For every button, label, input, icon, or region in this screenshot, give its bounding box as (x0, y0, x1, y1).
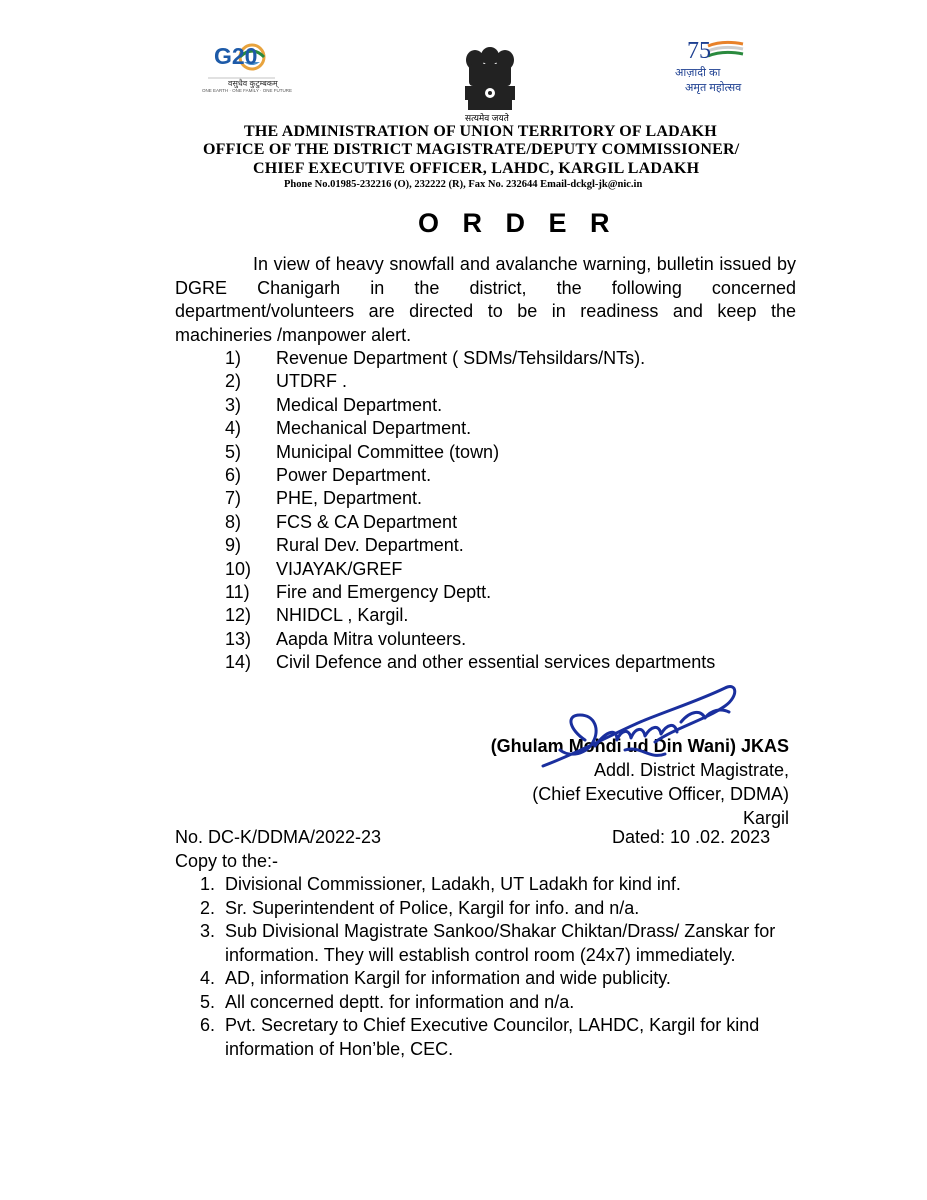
list-item: 10) VIJAYAK/GREF (225, 558, 403, 579)
handwritten-signature-icon (525, 670, 765, 780)
list-item: 11) Fire and Emergency Deptt. (225, 582, 492, 603)
copy-item: 3. Sub Divisional Magistrate Sankoo/Shakar Chiktan/Drass/ Zanskar for information. They will establish control room (24x7) immediately. (200, 921, 776, 965)
copy-item: 2. Sr. Superintendent of Police, Kargil for info. and n/a. (200, 897, 640, 918)
signatory-place: Kargil (742, 808, 789, 828)
department-list (225, 347, 715, 675)
header-line-3: CHIEF EXECUTIVE OFFICER, LAHDC, KARGIL LADAKH (253, 160, 700, 177)
copy-item: 4. AD, information Kargil for information and wide publicity. (200, 968, 671, 988)
reference-number: No. DC-K/DDMA/2022-23 (175, 827, 382, 847)
g20-logo (200, 40, 293, 100)
list-item: 14) Civil Defence and other essential services departments (225, 652, 716, 673)
list-item: 3) Medical Department. (225, 394, 443, 415)
azadi-logo (665, 38, 755, 98)
g20-subline: ONE EARTH · ONE FAMILY · ONE FUTURE (202, 88, 293, 93)
copy-heading: Copy to the:- (175, 851, 279, 871)
copy-item: 6. Pvt. Secretary to Chief Executive Councilor, LAHDC, Kargil for kind information of Hon’ble, CEC. (200, 1015, 760, 1059)
national-emblem-icon (455, 42, 525, 112)
order-body-text: In view of heavy snowfall and avalanche warning, bulletin issued by DGRE Chanigarh in the district, the following concerned department/volunteers are directed to be in readiness and keep the machineries /manpower alert. (175, 254, 796, 345)
copy-list (200, 873, 800, 1061)
list-item: 13) Aapda Mitra volunteers. (225, 628, 467, 649)
signatory-role: (Chief Executive Officer, DDMA) (532, 784, 789, 804)
order-body (175, 253, 796, 347)
list-item: 12) NHIDCL , Kargil. (225, 605, 409, 626)
list-item: 8) FCS & CA Department (225, 511, 458, 532)
signatory-name: (Ghulam Mohdi ud Din Wani) JKAS (490, 736, 789, 756)
list-item: 9) Rural Dev. Department. (225, 535, 464, 556)
copy-item: 1. Divisional Commissioner, Ladakh, UT Ladakh for kind inf. (200, 874, 681, 894)
azadi-line1: आज़ादी का (675, 67, 721, 79)
copy-item: 5. All concerned deptt. for information and n/a. (200, 991, 575, 1012)
azadi-number: 75 (687, 38, 711, 64)
list-item: 7) PHE, Department. (225, 488, 423, 509)
signatory-designation: Addl. District Magistrate, (593, 760, 789, 780)
header-line-1: THE ADMINISTRATION OF UNION TERRITORY OF LADAKH (244, 123, 717, 140)
national-emblem (455, 42, 525, 122)
list-item: 4) Mechanical Department. (225, 418, 472, 439)
header-line-2: OFFICE OF THE DISTRICT MAGISTRATE/DEPUTY COMMISSIONER/ (203, 141, 740, 158)
azadi-line2: अमृत महोत्सव (685, 82, 742, 94)
list-item: 1) Revenue Department ( SDMs/Tehsildars/NTs). (225, 348, 646, 368)
list-item: 6) Power Department. (225, 465, 432, 486)
reference-date: Dated: 10 .02. 2023 (612, 827, 771, 847)
g20-tagline: वसुधैव कुटुम्बकम् (228, 79, 278, 88)
header-contact: Phone No.01985-232216 (O), 232222 (R), Fax No. 232644 Email-dckgl-jk@nic.in (284, 179, 643, 190)
emblem-motto: सत्यमेव जयते (465, 113, 509, 123)
g20-mark: G20 (214, 43, 258, 69)
list-item: 5) Municipal Committee (town) (225, 441, 500, 462)
order-title: O R D E R (418, 208, 618, 238)
list-item: 2) UTDRF . (225, 371, 347, 392)
